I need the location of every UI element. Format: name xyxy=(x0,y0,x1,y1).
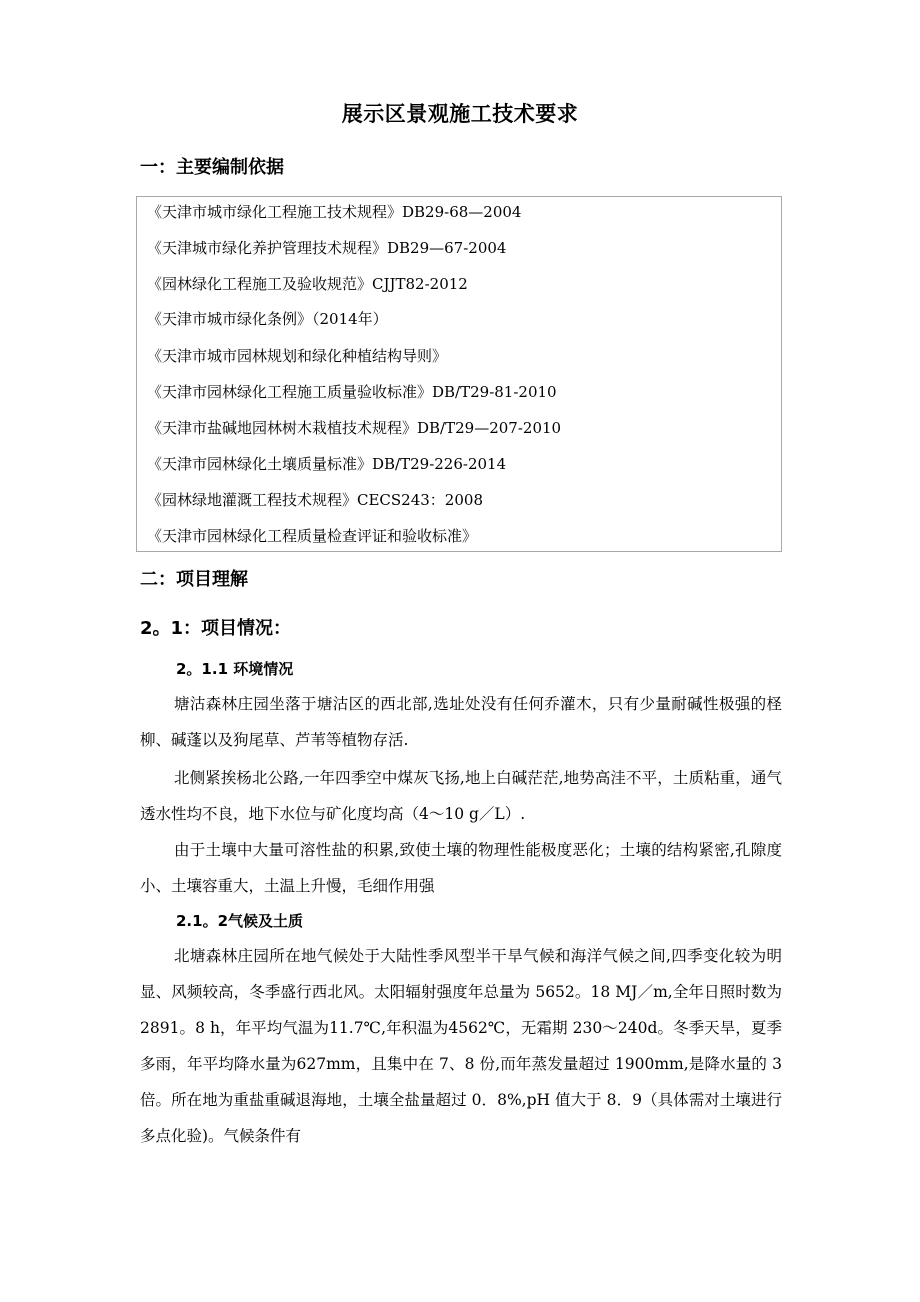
document-title: 展示区景观施工技术要求 xyxy=(341,102,579,126)
paragraph-climate: 北塘森林庄园所在地气候处于大陆性季风型半干旱气候和海洋气候之间,四季变化较为明显、风频较高，冬季盛行西北风。太阳辐射强度年总量为 5652。18 MJ／m,全年日照时数为2891。8 h，年平均气温为11.7℃,年积温为4562℃，无霜期 230～240d。冬季天旱，夏季多雨，年平均降水量为627mm，且集中在 7、8 份,而年蒸发量超过 1900mm,是降水量的 3 倍。所在地为重盐重碱退海地，土壤全盐量超过 0．8%,pH 值大于 8．9（具体需对土壤进行多点化验)。气候条件有 xyxy=(140,947,782,1145)
section-heading-basis: 一：主要编制依据 xyxy=(140,157,284,178)
reference-item: 《天津市城市绿化条例》（2014年） xyxy=(147,310,388,328)
subsection-heading-environment: 2。1.1 环境情况 xyxy=(176,660,294,678)
reference-list-box xyxy=(136,196,782,552)
paragraph-environment-3: 由于土壤中大量可溶性盐的积累,致使土壤的物理性能极度恶化；土壤的结构紧密,孔隙度小、土壤容重大，土温上升慢，毛细作用强 xyxy=(140,841,782,895)
reference-item: 《天津城市绿化养护管理技术规程》DB29—67-2004 xyxy=(147,239,507,257)
paragraph-environment-1: 塘沽森林庄园坐落于塘沽区的西北部,选址处没有任何乔灌木，只有少量耐碱性极强的柽柳、碱蓬以及狗尾草、芦苇等植物存活. xyxy=(140,695,782,749)
section-heading-project: 二：项目理解 xyxy=(140,569,248,590)
reference-item: 《园林绿化工程施工及验收规范》CJJT82-2012 xyxy=(147,275,468,293)
subsection-heading-climate: 2.1。2气候及土质 xyxy=(176,912,304,930)
reference-item: 《天津市城市园林规划和绿化种植结构导则》 xyxy=(147,347,448,365)
subsection-heading-project-status: 2。1：项目情况： xyxy=(140,618,292,639)
paragraph-environment-2: 北侧紧挨杨北公路,一年四季空中煤灰飞扬,地上白碱茫茫,地势高洼不平，土质粘重，通气透水性均不良，地下水位与矿化度均高（4～10 g／L）. xyxy=(140,769,782,823)
reference-item: 《天津市盐碱地园林树木栽植技术规程》DB/T29—207-2010 xyxy=(147,419,562,437)
reference-item: 《园林绿地灌溉工程技术规程》CECS243：2008 xyxy=(147,491,483,509)
reference-item: 《天津市园林绿化工程质量检查评证和验收标准》 xyxy=(147,527,478,545)
reference-item: 《天津市园林绿化土壤质量标准》DB/T29-226-2014 xyxy=(147,455,507,473)
reference-item: 《天津市城市绿化工程施工技术规程》DB29-68—2004 xyxy=(147,203,522,221)
reference-item: 《天津市园林绿化工程施工质量验收标准》DB/T29-81-2010 xyxy=(147,383,557,401)
